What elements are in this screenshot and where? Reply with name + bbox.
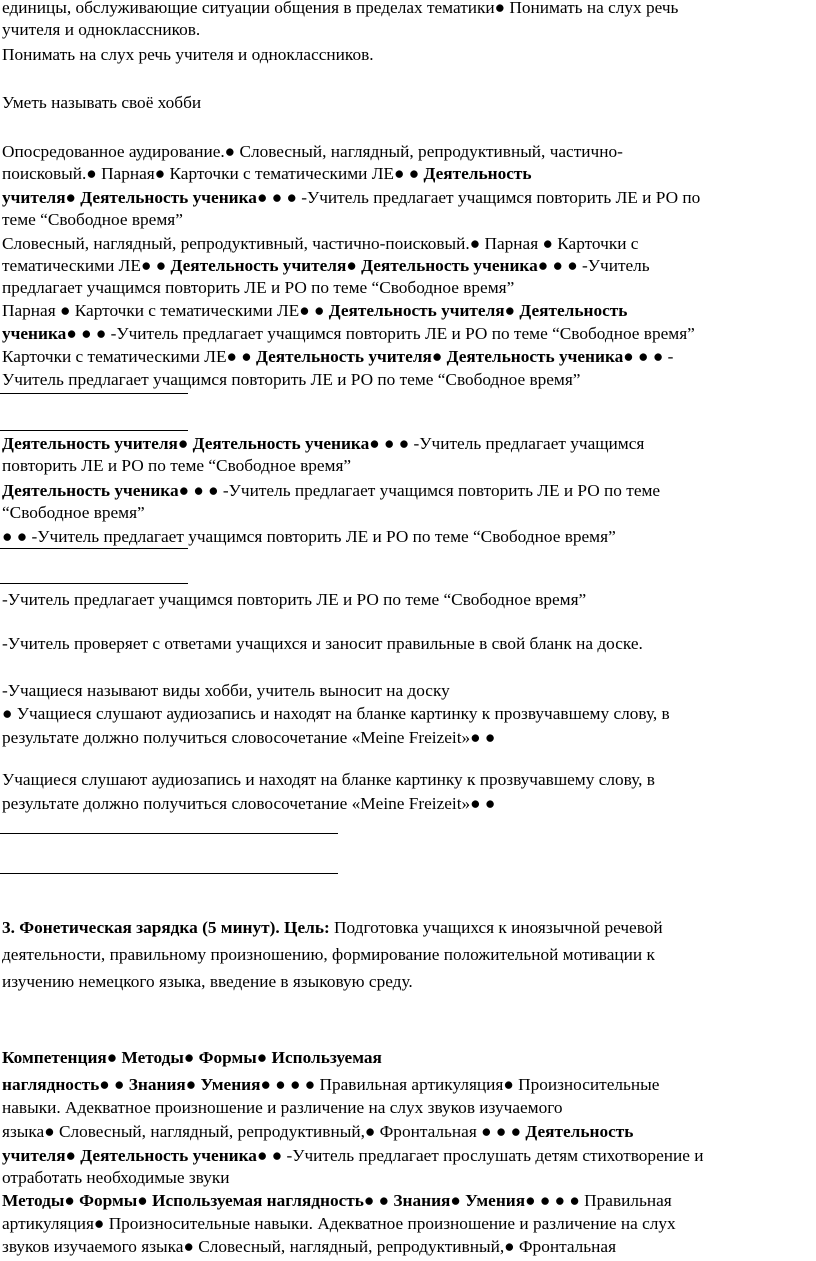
text-run: единицы, обслуживающие ситуации общения в пределах тематики● Понимать на слух речь: [2, 0, 679, 17]
text-run: Подготовка учащихся к иноязычной речевой: [329, 918, 663, 937]
text-run: Учащиеся слушают аудиозапись и находят на бланке картинку к прозвучавшему слову, в: [2, 770, 655, 789]
text-run: ● ● -Учитель предлагает прослушать детям стихотворение и: [256, 1146, 704, 1165]
text-line: [2, 455, 351, 477]
text-line: [2, 209, 183, 231]
text-line: [2, 526, 616, 548]
text-run: ● ● ● -Учитель предлагает учащимся повторить ЛЕ и РО по теме “Свободное время”: [66, 324, 695, 343]
text-line: [2, 369, 580, 391]
text-line: [2, 1121, 633, 1143]
text-line: [2, 633, 643, 655]
text-run: артикуляция● Произносительные навыки. Адекватное произношение и различение на слух: [2, 1214, 676, 1233]
text-run: “Свободное время”: [2, 503, 145, 522]
text-run: Словесный, наглядный, репродуктивный, частично-поисковый.● Парная ● Карточки с: [2, 234, 639, 253]
text-line: [2, 163, 532, 185]
text-line: [2, 917, 663, 939]
text-line: [2, 793, 495, 815]
separator-rule: [0, 833, 338, 834]
text-run: деятельности, правильному произношению, формирование положительной мотивации к: [2, 945, 655, 964]
text-run: ● ● ● -Учитель: [537, 256, 650, 275]
text-line: [2, 44, 374, 66]
text-line: [2, 769, 655, 791]
text-run: ● ● ● ● Правильная артикуляция● Произносительные: [260, 1075, 660, 1094]
text-run: результате должно получиться словосочетание «Meine Freizeit»● ●: [2, 728, 496, 747]
bold-text-run: Компетенция● Методы● Формы● Используемая: [2, 1048, 382, 1067]
bold-text-run: учителя● Деятельность ученика: [2, 188, 257, 207]
separator-rule: [0, 548, 188, 549]
text-line: [2, 1145, 703, 1167]
text-line: [2, 680, 450, 702]
text-line: [2, 19, 200, 41]
text-line: [2, 323, 695, 345]
bold-text-run: Деятельность учителя● Деятельность ученика: [256, 347, 624, 366]
bold-text-run: Деятельность учителя● Деятельность: [328, 301, 628, 320]
bold-text-run: Деятельность учителя● Деятельность ученика: [170, 256, 538, 275]
bold-text-run: 3. Фонетическая зарядка (5 минут). Цель:: [2, 918, 330, 937]
text-line: [2, 502, 145, 524]
text-run: ● Учащиеся слушают аудиозапись и находят на бланке картинку к прозвучавшему слову, в: [2, 704, 670, 723]
bold-text-run: Деятельность учителя● Деятельность ученика: [2, 434, 370, 453]
text-line: [2, 92, 201, 114]
separator-rule: [0, 393, 188, 394]
bold-text-run: учителя● Деятельность ученика: [2, 1146, 257, 1165]
text-run: ● ● ● -Учитель предлагает учащимся повторить ЛЕ и РО по теме: [178, 481, 661, 500]
bold-text-run: ученика: [2, 324, 67, 343]
text-run: ● ● ● -Учитель предлагает учащимся: [369, 434, 645, 453]
text-run: Понимать на слух речь учителя и одноклассников.: [2, 45, 374, 64]
text-line: [2, 233, 638, 255]
text-run: Уметь называть своё хобби: [2, 93, 202, 112]
text-line: [2, 1236, 616, 1258]
text-line: [2, 944, 655, 966]
text-line: [2, 480, 660, 502]
text-run: ● ● ● ● Правильная: [525, 1191, 672, 1210]
text-run: ● ● ● -: [623, 347, 674, 366]
text-run: отработать необходимые звуки: [2, 1168, 230, 1187]
separator-rule: [0, 430, 188, 431]
text-run: повторить ЛЕ и РО по теме “Свободное время”: [2, 456, 352, 475]
text-line: [2, 346, 673, 368]
text-line: [2, 255, 650, 277]
text-run: теме “Свободное время”: [2, 210, 183, 229]
text-line: [2, 141, 623, 163]
bold-text-run: Деятельность: [525, 1122, 634, 1141]
text-line: [2, 300, 627, 322]
bold-text-run: Деятельность: [423, 164, 532, 183]
text-line: [2, 1097, 563, 1119]
text-line: [2, 971, 413, 993]
text-run: Опосредованное аудирование.● Словесный, наглядный, репродуктивный, частично-: [2, 142, 623, 161]
text-line: [2, 277, 514, 299]
text-run: языка● Словесный, наглядный, репродуктивный,● Фронтальная ● ● ●: [2, 1122, 526, 1141]
text-run: Карточки с тематическими ЛЕ● ●: [2, 347, 257, 366]
text-run: навыки. Адекватное произношение и различение на слух звуков изучаемого: [2, 1098, 563, 1117]
text-line: [2, 1213, 676, 1235]
text-run: Парная ● Карточки с тематическими ЛЕ● ●: [2, 301, 329, 320]
text-run: изучению немецкого языка, введение в языковую среду.: [2, 972, 413, 991]
text-run: ● ● ● -Учитель предлагает учащимся повторить ЛЕ и РО по: [256, 188, 701, 207]
text-run: ● ● -Учитель предлагает учащимся повторить ЛЕ и РО по теме “Свободное время”: [2, 527, 616, 546]
text-line: [2, 703, 670, 725]
text-run: Учитель предлагает учащимся повторить ЛЕ и РО по теме “Свободное время”: [2, 370, 581, 389]
text-line: [2, 1074, 659, 1096]
text-line: [2, 1047, 382, 1069]
text-line: [2, 727, 495, 749]
text-run: учителя и одноклассников.: [2, 20, 201, 39]
bold-text-run: наглядность● ● Знания● Умения: [2, 1075, 261, 1094]
text-line: [2, 1167, 230, 1189]
separator-rule: [0, 583, 188, 584]
text-run: поисковый.● Парная● Карточки с тематическими ЛЕ● ●: [2, 164, 424, 183]
text-line: [2, 0, 678, 19]
text-run: -Учитель проверяет с ответами учащихся и заносит правильные в свой бланк на доске.: [2, 634, 643, 653]
text-run: -Учащиеся называют виды хобби, учитель выносит на доску: [2, 681, 450, 700]
separator-rule: [0, 873, 338, 874]
bold-text-run: Методы● Формы● Используемая наглядность● ● Знания● Умения: [2, 1191, 526, 1210]
text-line: [2, 187, 700, 209]
text-run: предлагает учащимся повторить ЛЕ и РО по теме “Свободное время”: [2, 278, 515, 297]
text-run: звуков изучаемого языка● Словесный, наглядный, репродуктивный,● Фронтальная: [2, 1237, 617, 1256]
text-line: [2, 1190, 672, 1212]
text-run: результате должно получиться словосочетание «Meine Freizeit»● ●: [2, 794, 496, 813]
text-run: -Учитель предлагает учащимся повторить ЛЕ и РО по теме “Свободное время”: [2, 590, 587, 609]
bold-text-run: Деятельность ученика: [2, 481, 179, 500]
text-line: [2, 433, 644, 455]
text-line: [2, 589, 586, 611]
text-run: тематическими ЛЕ● ●: [2, 256, 171, 275]
